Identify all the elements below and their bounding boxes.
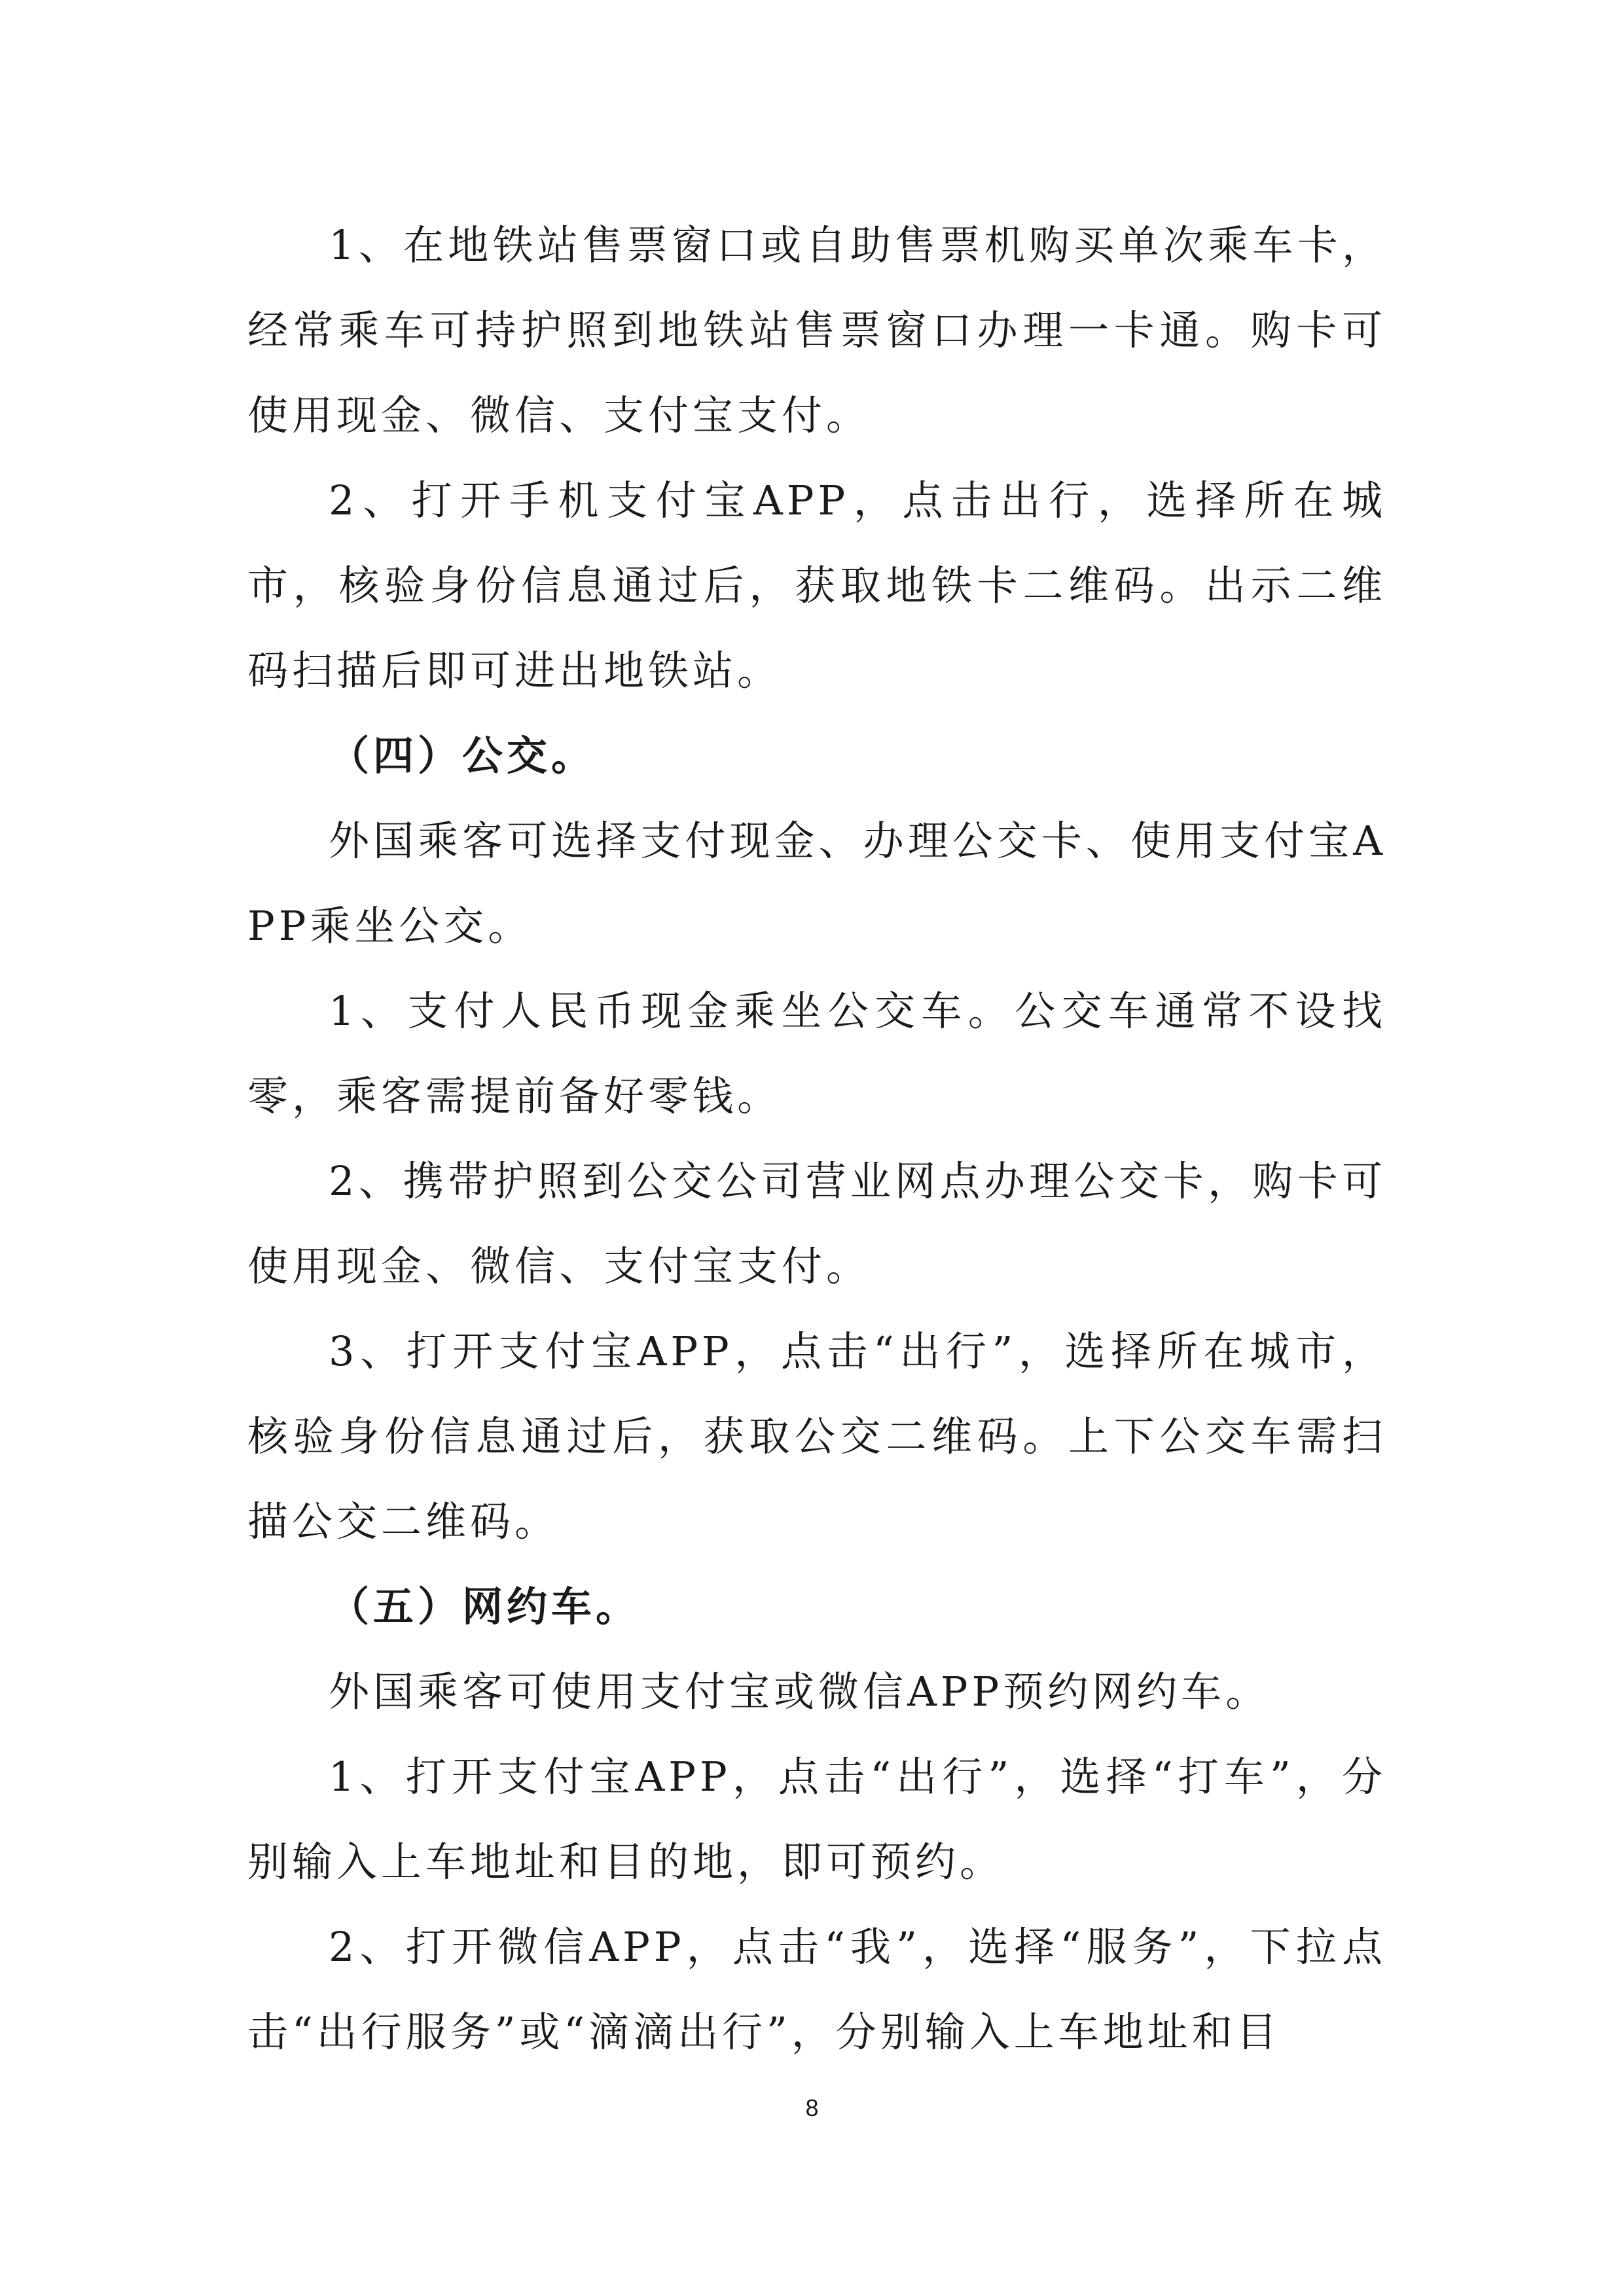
paragraph-bus-alipay: 3、打开支付宝APP，点击“出行”，选择所在城市，核验身份信息通过后，获取公交二维码。上下公交车需扫描公交二维码。 — [247, 1327, 1386, 1545]
page-number: 8 — [805, 2094, 819, 2121]
document-body — [247, 203, 1386, 2075]
paragraph-subway-alipay: 2、打开手机支付宝APP，点击出行，选择所在城市，核验身份信息通过后，获取地铁卡二维码。出示二维码扫描后即可进出地铁站。 — [247, 476, 1386, 694]
paragraph-ride-hailing-intro: 外国乘客可使用支付宝或微信APP预约网约车。 — [329, 1668, 1271, 1715]
section-heading-ride-hailing: （五）网约车。 — [329, 1583, 641, 1630]
paragraph-bus-intro: 外国乘客可选择支付现金、办理公交卡、使用支付宝APP乘坐公交。 — [247, 817, 1386, 950]
paragraph-bus-card: 2、携带护照到公交公司营业网点办理公交卡，购卡可使用现金、微信、支付宝支付。 — [247, 1157, 1386, 1290]
paragraph-ride-hailing-alipay: 1、打开支付宝APP，点击“出行”，选择“打车”，分别输入上车地址和目的地，即可预约。 — [247, 1753, 1386, 1886]
paragraph-ride-hailing-wechat: 2、打开微信APP，点击“我”，选择“服务”，下拉点击“出行服务”或“滴滴出行”，分别输入上车地址和目 — [247, 1923, 1386, 2056]
paragraph-subway-card: 1、在地铁站售票窗口或自助售票机购买单次乘车卡，经常乘车可持护照到地铁站售票窗口办理一卡通。购卡可使用现金、微信、支付宝支付。 — [247, 221, 1386, 439]
section-heading-bus: （四）公交。 — [329, 732, 596, 780]
paragraph-bus-cash: 1、支付人民币现金乘坐公交车。公交车通常不设找零，乘客需提前备好零钱。 — [247, 987, 1386, 1120]
